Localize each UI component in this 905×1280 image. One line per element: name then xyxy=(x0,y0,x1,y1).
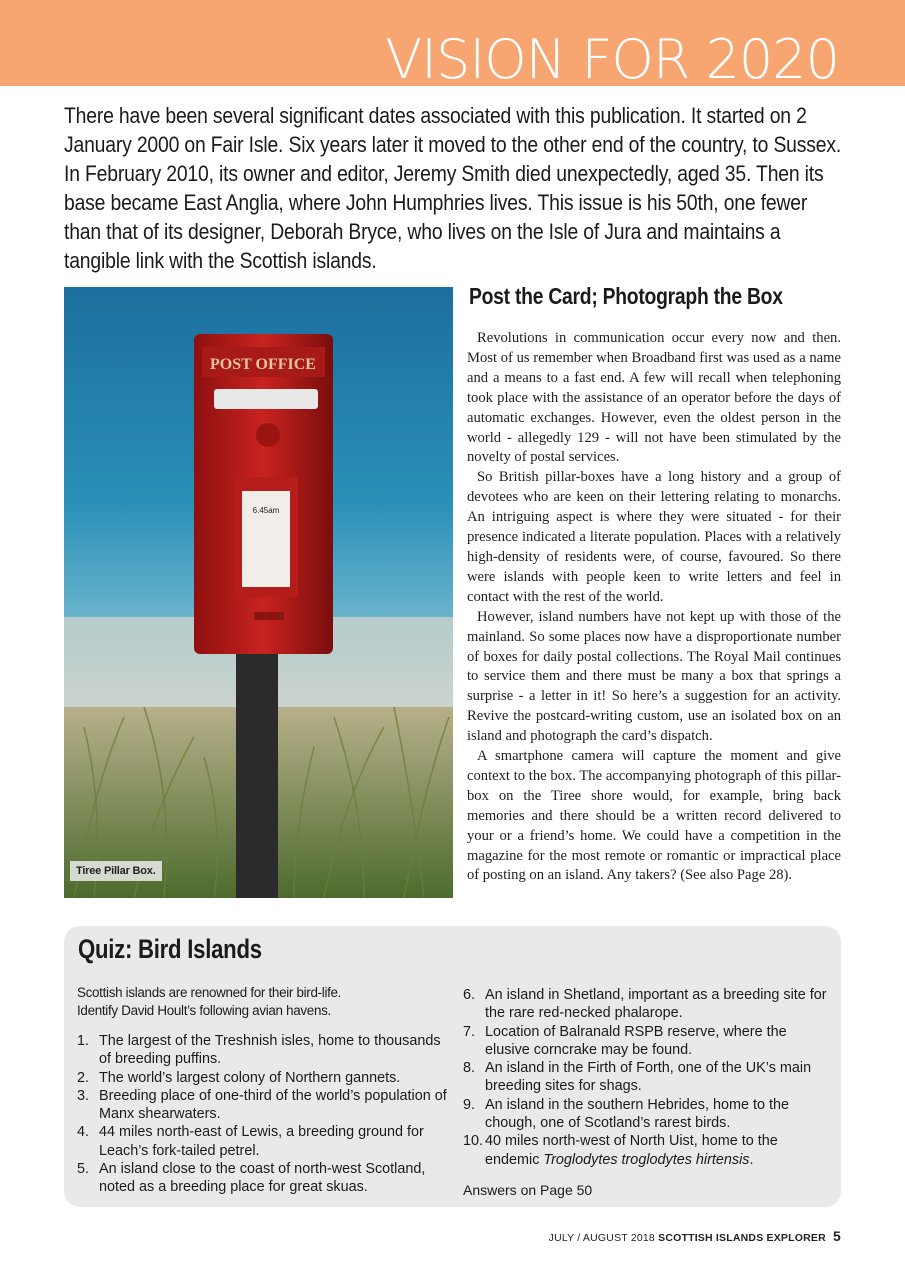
footer-issue: JULY / AUGUST 2018 xyxy=(548,1232,655,1244)
quiz-item-species: Troglodytes troglodytes hirtensis xyxy=(543,1151,750,1168)
quiz-item xyxy=(463,1059,835,1096)
quiz-item-text: An island in Shetland, important as a breeding site for the rare red-necked phalarope. xyxy=(485,987,827,1022)
quiz-item-number: 3. xyxy=(77,1087,90,1104)
article-heading: Post the Card; Photograph the Box xyxy=(469,283,783,309)
quiz-item xyxy=(463,1096,835,1133)
quiz-item-number: 1. xyxy=(77,1033,90,1049)
quiz-item-number: 5. xyxy=(77,1161,90,1178)
quiz-item-text: The world’s largest colony of Northern gannets. xyxy=(99,1069,401,1086)
quiz-answers-note: Answers on Page 50 xyxy=(463,1182,593,1198)
header-band xyxy=(0,0,905,86)
quiz-item-number: 7. xyxy=(463,1023,476,1040)
quiz-intro xyxy=(77,984,457,1020)
quiz-intro-line: Identify David Hoult’s following avian havens. xyxy=(77,1003,331,1018)
quiz-item-number: 8. xyxy=(463,1060,476,1077)
article-paragraph: However, island numbers have not kept up with those of the mainland. So some places now have a disproportionate number of boxes for daily postal collections. The Royal Mail continues to service them and there must be many a box that springs a surprise - a letter in it! So here’s a suggestion for an activity. Revive the postcard-writing custom, use an isolated box on an island and photograph the card’s dispatch. xyxy=(467,608,841,745)
intro-paragraph xyxy=(64,101,842,275)
quiz-item xyxy=(77,1069,447,1087)
quiz-item-text: An island in the southern Hebrides, home to the chough, one of Scotland’s rarest birds. xyxy=(485,1096,789,1132)
quiz-list-left xyxy=(77,1032,447,1197)
quiz-item-number: 4. xyxy=(77,1124,90,1141)
quiz-item-text: Breeding place of one-third of the world’s population of Manx shearwaters. xyxy=(99,1087,447,1123)
quiz-item xyxy=(463,986,835,1023)
quiz-item-text: Location of Balranald RSPB reserve, where the elusive corncrake may be found. xyxy=(485,1023,787,1058)
quiz-item xyxy=(463,1132,835,1169)
footer-magazine: SCOTTISH ISLANDS EXPLORER xyxy=(658,1232,826,1244)
plate-time-text: 6.45am xyxy=(252,506,280,515)
quiz-list-right xyxy=(463,986,835,1169)
page-footer xyxy=(549,1228,841,1244)
intro-text: There have been several significant dates associated with this publication. It started on 2 January 2000 on Fair Isle. Six years later it moved to the other end of the country, to Sussex. In February 2010, its owner and editor, Jeremy Smith died unexpectedly, aged 35. Then its base became East Anglia, where John Humphries lives. This issue is his 50th, one fewer than that of its designer, Deborah Bryce, who lives on the Isle of Jura and maintains a tangible link with the Scottish islands. xyxy=(64,103,842,273)
pillar-box-photo xyxy=(64,287,453,898)
quiz-item-text: An island in the Firth of Forth, one of the UK’s main breeding sites for shags. xyxy=(485,1060,812,1095)
page-number: 5 xyxy=(833,1228,841,1244)
pillar-box-illustration xyxy=(64,287,453,898)
quiz-item-text: The largest of the Treshnish isles, home to thousands of breeding puffins. xyxy=(99,1033,441,1068)
article-body xyxy=(467,329,841,886)
quiz-item-number: 6. xyxy=(463,987,476,1003)
quiz-item xyxy=(463,1023,835,1060)
quiz-item xyxy=(77,1123,447,1160)
article-paragraph: A smartphone camera will capture the moment and give context to the box. The accompanying photograph of this pillar-box on the Tiree shore would, for example, bring back memories and there should be a written record delivered to your or a friend’s home. We could have a competition in the magazine for the most remote or romantic or impractical place of posting on an island. Any takers? (See also Page 28). xyxy=(467,748,841,884)
quiz-item xyxy=(77,1032,447,1069)
quiz-item-text: 44 miles north-east of Lewis, a breeding ground for Leach’s fork-tailed petrel. xyxy=(99,1124,424,1159)
quiz-intro-line: Scottish islands are renowned for their bird-life. xyxy=(77,985,342,1000)
quiz-item-number: 10. xyxy=(463,1133,484,1150)
quiz-item-text-end: . xyxy=(749,1151,754,1168)
photo-caption: Tiree Pillar Box. xyxy=(70,861,162,881)
quiz-item xyxy=(77,1160,447,1197)
quiz-title: Quiz: Bird Islands xyxy=(78,934,262,964)
page-title: VISION FOR 2020 xyxy=(385,28,839,86)
quiz-item-number: 2. xyxy=(77,1069,90,1086)
quiz-item xyxy=(77,1087,447,1124)
quiz-item-text: An island close to the coast of north-west Scotland, noted as a breeding place for great skuas. xyxy=(99,1161,426,1196)
article-paragraph: So British pillar-boxes have a long history and a group of devotees who are keen on their lettering relating to monarchs. An intriguing aspect is where they were situated - for their presence indicated a literate population. Places with a relatively high-density of residents were, of course, favoured. So there were islands with people keen to write letters and feel in contact with the rest of the world. xyxy=(467,469,841,605)
quiz-item-number: 9. xyxy=(463,1096,476,1113)
article-paragraph: Revolutions in communication occur every now and then. Most of us remember when Broadband first was used as a name and a means to a fast end. A few will recall when telephoning took place with the assistance of an operator before the days of automatic exchanges. However, even the oldest person in the world - allegedly 129 - will not have been stimulated by the novelty of postal services. xyxy=(467,330,841,466)
quiz-item-text: 40 miles north-west of North Uist, home to the endemic xyxy=(485,1133,778,1168)
box-sign-text: POST OFFICE xyxy=(210,356,316,373)
